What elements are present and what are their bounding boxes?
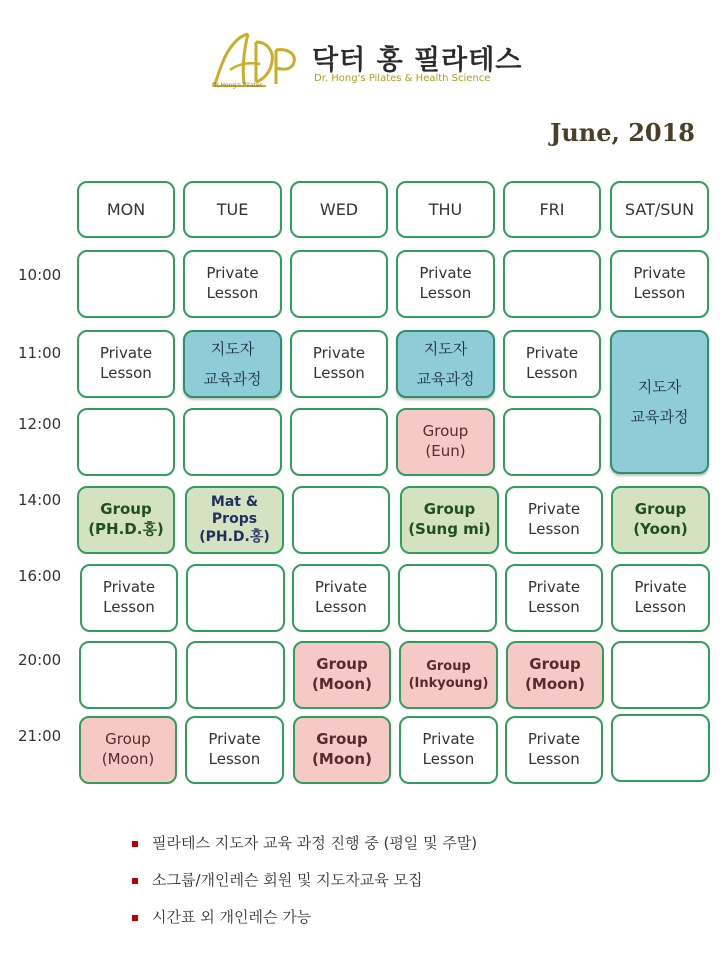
schedule-slot-instructor-course: 지도자 교육과정 (183, 330, 282, 398)
schedule-slot-private: Private Lesson (183, 250, 282, 318)
schedule-slot-private: Private Lesson (399, 716, 498, 784)
day-header-tue: TUE (183, 181, 282, 238)
notes-list (132, 832, 477, 943)
schedule-slot-instructor-course: 지도자 교육과정 (396, 330, 495, 398)
time-label: 10:00 (18, 266, 62, 284)
time-label: 14:00 (18, 491, 62, 509)
schedule-slot-group: Group (PH.D.홍) (77, 486, 175, 554)
schedule-slot-empty (292, 486, 390, 554)
schedule-slot-private: Private Lesson (185, 716, 284, 784)
schedule-slot-empty (186, 564, 285, 632)
schedule-slot-empty (503, 408, 601, 476)
schedule-slot-private: Private Lesson (505, 486, 603, 554)
schedule-slot-group: Group (Moon) (293, 641, 391, 709)
schedule-slot-group: Group (Yoon) (611, 486, 710, 554)
schedule-slot-group: Group (Moon) (293, 716, 391, 784)
schedule-slot-empty (77, 250, 175, 318)
brand-korean-name: 닥터 홍 필라테스 (312, 45, 523, 76)
note-item: 필라테스 지도자 교육 과정 진행 중 (평일 및 주말) (132, 832, 477, 869)
bullet-icon (132, 915, 138, 921)
schedule-slot-private: Private Lesson (77, 330, 175, 398)
day-header-fri: FRI (503, 181, 601, 238)
schedule-slot-group: Group (Inkyoung) (399, 641, 498, 709)
schedule-slot-empty (503, 250, 601, 318)
day-header-sat-sun: SAT/SUN (610, 181, 709, 238)
schedule-slot-instructor-course: 지도자 교육과정 (610, 330, 709, 474)
schedule-slot-empty (398, 564, 497, 632)
schedule-slot-group: Group (Sung mi) (400, 486, 499, 554)
schedule-slot-mat-props: Mat & Props (PH.D.홍) (185, 486, 284, 554)
note-item: 소그룹/개인레슨 회원 및 지도자교육 모집 (132, 869, 477, 906)
time-label: 11:00 (18, 344, 62, 362)
day-header-thu: THU (396, 181, 495, 238)
logo-small-text: Dr.Hong's Pilates (212, 82, 263, 89)
day-header-wed: WED (290, 181, 388, 238)
schedule-slot-private: Private Lesson (290, 330, 388, 398)
time-label: 12:00 (18, 415, 62, 433)
schedule-slot-private: Private Lesson (396, 250, 495, 318)
schedule-slot-empty (290, 408, 388, 476)
day-header-mon: MON (77, 181, 175, 238)
schedule-month: June, 2018 (549, 118, 695, 147)
schedule-slot-private: Private Lesson (292, 564, 390, 632)
schedule-slot-empty (290, 250, 388, 318)
schedule-slot-empty (186, 641, 285, 709)
schedule-slot-group: Group (Moon) (506, 641, 604, 709)
bullet-icon (132, 878, 138, 884)
time-label: 21:00 (18, 727, 62, 745)
bullet-icon (132, 841, 138, 847)
brand-logo (208, 30, 523, 92)
schedule-slot-private: Private Lesson (503, 330, 601, 398)
note-item: 시간표 외 개인레슨 가능 (132, 906, 477, 943)
schedule-slot-empty (77, 408, 175, 476)
time-label: 20:00 (18, 651, 62, 669)
schedule-slot-private: Private Lesson (505, 564, 603, 632)
schedule-slot-empty (183, 408, 282, 476)
schedule-slot-private: Private Lesson (610, 250, 709, 318)
time-label: 16:00 (18, 567, 62, 585)
schedule-slot-private: Private Lesson (80, 564, 178, 632)
schedule-slot-empty (611, 714, 710, 782)
schedule-slot-private: Private Lesson (505, 716, 603, 784)
brand-english-name: Dr. Hong's Pilates & Health Science (314, 73, 491, 84)
schedule-slot-empty (79, 641, 177, 709)
schedule-slot-private: Private Lesson (611, 564, 710, 632)
schedule-slot-group: Group (Moon) (79, 716, 177, 784)
schedule-slot-empty (611, 641, 710, 709)
schedule-slot-group: Group (Eun) (396, 408, 495, 476)
